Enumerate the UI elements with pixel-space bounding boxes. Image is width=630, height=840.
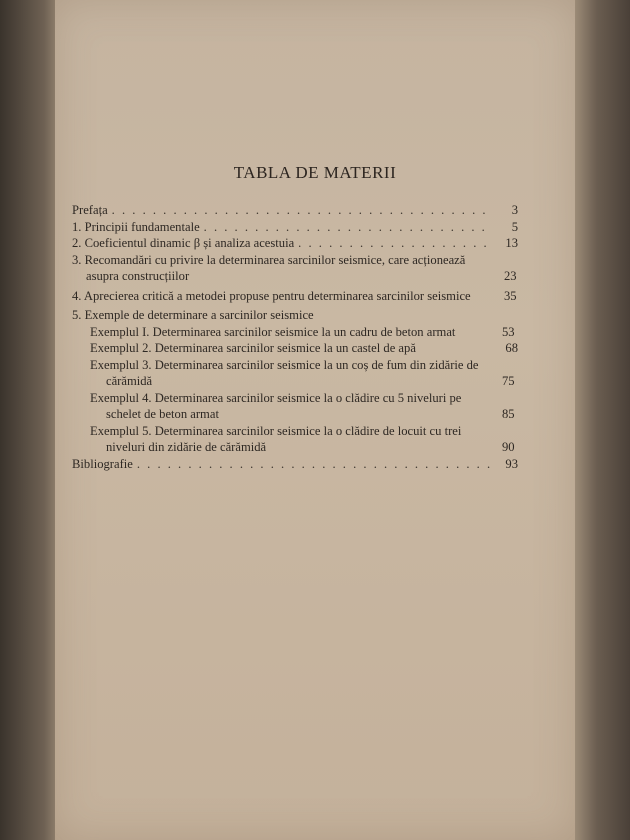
table-of-contents bbox=[72, 202, 518, 472]
toc-entry: 4. Aprecierea critică a metodei propuse pentru determinarea sarcinilor seismice 35 bbox=[72, 288, 517, 303]
toc-subentry: Exemplul 3. Determinarea sarcinilor seismice la un coș de fum din zidărie de cărămidă 75 bbox=[90, 357, 515, 388]
toc-entry: 2. Coeficientul dinamic β și analiza acestuia . . . 13 bbox=[72, 235, 518, 252]
toc-entry: 5. Exemple de determinare a sarcinilor seismice bbox=[72, 308, 314, 322]
page-number: 13 bbox=[505, 236, 518, 250]
toc-entry: Prefața . . . 3 bbox=[72, 202, 518, 219]
page-number: 3 bbox=[511, 203, 518, 217]
page-number: 68 bbox=[505, 341, 518, 355]
toc-subentry: Exemplul 5. Determinarea sarcinilor seismice la o clădire de locuit cu trei niveluri din zidărie de cărămidă 90 bbox=[90, 423, 515, 454]
toc-entry: 1. Principii fundamentale . . . 5 bbox=[72, 219, 518, 236]
page-title: TABLA DE MATERII bbox=[233, 163, 397, 182]
toc-entry: Bibliografie . . . 93 bbox=[72, 456, 518, 473]
toc-subentry: Exemplul I. Determinarea sarcinilor seismice la un cadru de beton armat 53 bbox=[90, 324, 515, 339]
book-spine-shadow bbox=[0, 0, 55, 840]
page-number: 5 bbox=[511, 219, 518, 234]
toc-subentry: Exemplul 4. Determinarea sarcinilor seismice la o clădire cu 5 niveluri pe schelet de beton armat 85 bbox=[90, 390, 515, 421]
page-number: 93 bbox=[505, 456, 518, 471]
toc-entry: 3. Recomandări cu privire la determinarea sarcinilor seismice, care acționează asupra construcțiilor 23 bbox=[72, 252, 517, 283]
toc-subentry: Exemplul 2. Determinarea sarcinilor seismice la un castel de apă 68 bbox=[90, 341, 518, 355]
page-edge bbox=[575, 0, 630, 840]
